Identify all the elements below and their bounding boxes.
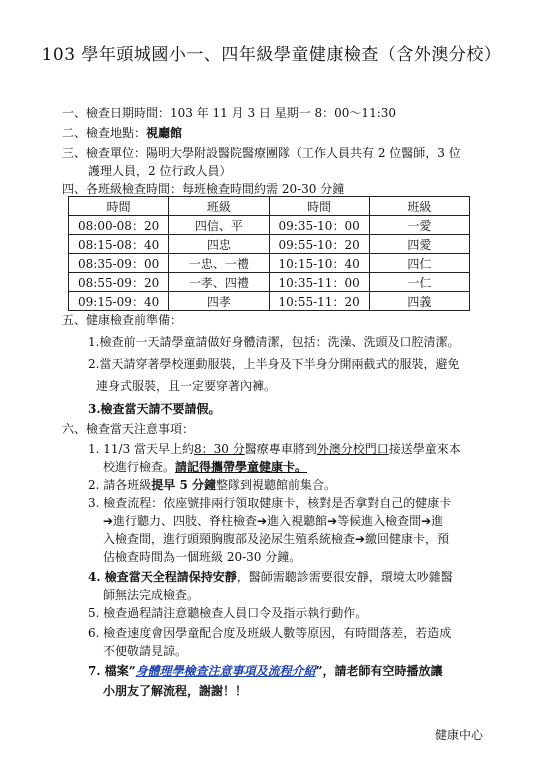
location-label: 二、檢查地點： — [62, 126, 147, 140]
note-place: 外澳分校門口 — [316, 442, 389, 456]
section-unit-line1: 三、檢查單位：陽明大學附設醫院醫療團隊（工作人員共有 2 位醫師，3 位 — [62, 146, 461, 160]
table-cell: 08:15-08：40 — [69, 235, 169, 254]
note-quiet: 4. 檢查當天全程請保持安靜 — [88, 570, 237, 584]
prep-item-3: 3.檢查當天請不要請假。 — [88, 402, 221, 416]
table-cell: 09:15-09：40 — [69, 292, 169, 311]
note-item-3-line1: 3. 檢查流程：依座號排兩行領取健康卡，核對是否拿對自己的健康卡 — [88, 496, 452, 510]
table-cell: 四仁 — [369, 254, 469, 273]
note-item-7-line1 — [88, 662, 443, 680]
schedule-header-cell: 時間 — [69, 197, 169, 216]
table-cell: 一忠、一禮 — [169, 254, 269, 273]
schedule-header-row — [69, 197, 470, 216]
note-item-7-line2: 小朋友了解流程，謝謝！！ — [103, 684, 248, 698]
table-cell: 08:35-09：00 — [69, 254, 169, 273]
note-item-2 — [88, 476, 336, 494]
note-item-4-line2: 師無法完成檢查。 — [103, 588, 200, 602]
note-item-3-line3: 入檢查間，進行頭頸胸腹部及泌尿生殖系統檢查➔繳回健康卡，預 — [103, 532, 450, 546]
table-cell: 08:55-09：20 — [69, 273, 169, 292]
note-text: 2. 請各班級 — [88, 478, 152, 492]
location-value: 視廳館 — [146, 126, 183, 140]
table-row — [69, 216, 470, 235]
schedule-header-cell: 班級 — [369, 197, 469, 216]
prep-item-2-line1: 2.當天請穿著學校運動服裝，上半身及下半身分開兩截式的服裝，避免 — [88, 357, 460, 371]
table-cell: 10:35-11：00 — [269, 273, 369, 292]
prep-item-1: 1.檢查前一天請學童請做好身體清潔，包括：洗澡、洗頭及口腔清潔。 — [88, 335, 460, 349]
table-cell: 一愛 — [369, 216, 469, 235]
table-cell: 四忠 — [169, 235, 269, 254]
note-text: 校進行檢查。 — [103, 460, 176, 474]
table-row — [69, 292, 470, 311]
table-row — [69, 235, 470, 254]
note-item-6-line2: 不便敬請見諒。 — [103, 644, 188, 658]
table-cell: 四孝 — [169, 292, 269, 311]
note-text: 1. 11/3 當天早上約 — [88, 442, 195, 456]
note-health-card: 請記得攜帶學童健康卡。 — [175, 460, 308, 474]
table-cell: 09:55-10：20 — [269, 235, 369, 254]
table-cell: 四義 — [369, 292, 469, 311]
prep-item-2-line2: 連身式服裝，且一定要穿著內褲。 — [96, 379, 277, 393]
note-item-6-line1: 6. 檢查速度會因學童配合度及班級人數等原因，有時間落差，若造成 — [88, 626, 452, 640]
section-preparation-heading: 五、健康檢查前準備： — [62, 313, 183, 327]
section-location — [62, 124, 182, 142]
section-schedule-heading: 四、各班級檢查時間：每班檢查時間約需 20-30 分鐘 — [62, 182, 345, 196]
date-label: 一、檢查日期時間： — [62, 106, 171, 120]
note-item-5: 5. 檢查過程請注意聽檢查人員口令及指示執行動作。 — [88, 606, 368, 620]
table-cell: 08:00-08：20 — [69, 216, 169, 235]
schedule-table — [68, 196, 470, 311]
note-time: 8：30 分 — [194, 442, 245, 456]
note-text: ”，請老師有空時播放讓 — [315, 664, 443, 678]
table-cell: 四信、平 — [169, 216, 269, 235]
table-cell: 10:55-11：20 — [269, 292, 369, 311]
section-unit-line2: 護理人員，2 位行政人員） — [88, 164, 232, 178]
table-row — [69, 273, 470, 292]
table-cell: 一孝、四禮 — [169, 273, 269, 292]
note-text: 接送學童來本 — [388, 442, 461, 456]
table-cell: 10:15-10：40 — [269, 254, 369, 273]
table-cell: 四愛 — [369, 235, 469, 254]
note-text: ，醫師需聽診需要很安靜，環境太吵雜醫 — [236, 570, 453, 584]
video-link[interactable]: 身體理學檢查注意事項及流程介紹 — [135, 664, 316, 678]
schedule-header-cell: 時間 — [269, 197, 369, 216]
schedule-header-cell: 班級 — [169, 197, 269, 216]
footer-signature: 健康中心 — [434, 728, 483, 742]
note-item-1-line2 — [103, 458, 307, 476]
note-item-3-line4: 估檢查時間為一個班級 20-30 分鐘。 — [103, 550, 302, 564]
date-value: 103 年 11 月 3 日 星期一 8：00～11:30 — [170, 106, 397, 120]
section-notes-heading: 六、檢查當天注意事項： — [62, 422, 195, 436]
note-item-1-line1 — [88, 440, 461, 458]
note-early: 提早 5 分鐘 — [151, 478, 216, 492]
page-title: 103 學年頭城國小一、四年級學童健康檢查（含外澳分校） — [41, 45, 502, 65]
note-item-4-line1 — [88, 568, 453, 586]
table-row — [69, 254, 470, 273]
section-date-time — [62, 104, 396, 122]
table-cell: 一仁 — [369, 273, 469, 292]
note-text: 整隊到視聽館前集合。 — [215, 478, 336, 492]
note-item-3-line2: ➔進行聽力、四肢、脊柱檢查➔進入視聽館➔等候進入檢查間➔進 — [103, 514, 444, 528]
table-cell: 09:35-10：00 — [269, 216, 369, 235]
note-text: 醫療專車將到 — [244, 442, 317, 456]
note-text: 7. 檔案” — [88, 664, 136, 678]
